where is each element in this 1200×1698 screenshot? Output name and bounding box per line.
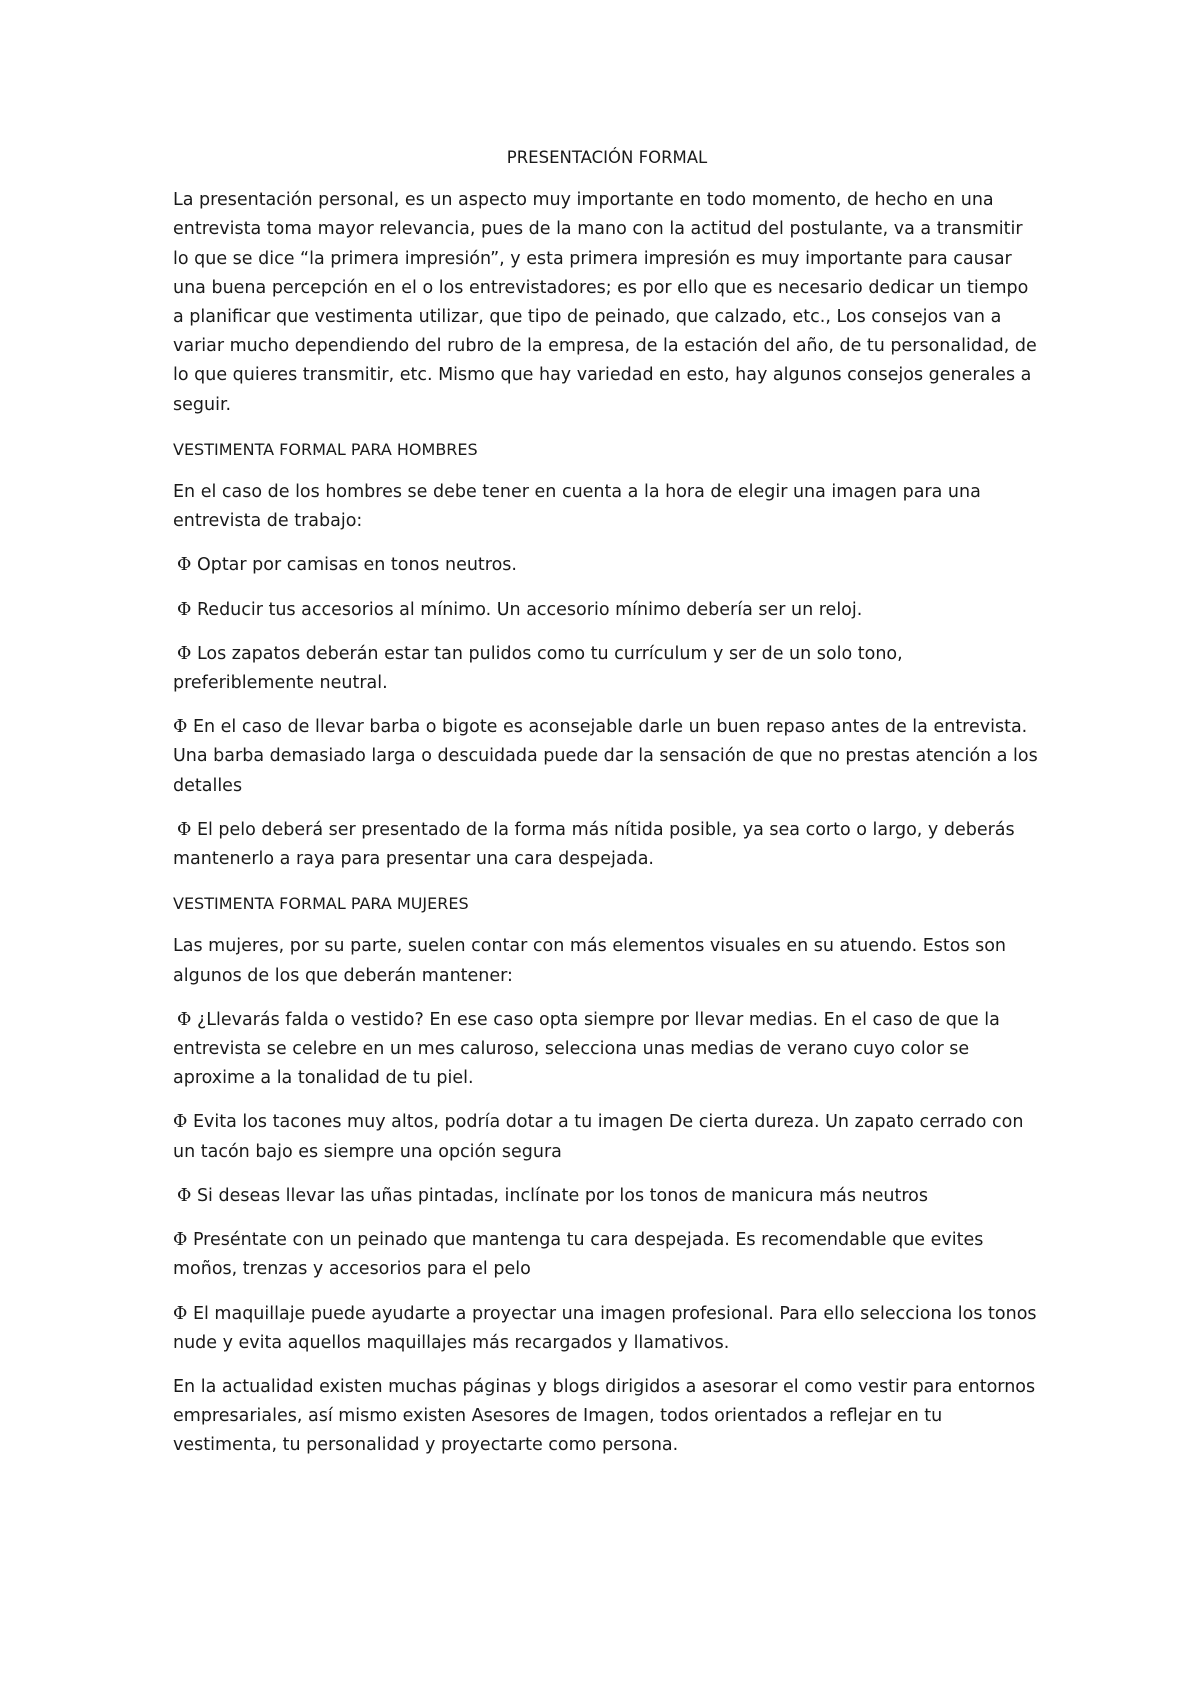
- men-list-item: [173, 640, 1041, 698]
- phi-bullet-icon: Φ: [177, 1009, 192, 1030]
- women-intro-paragraph: Las mujeres, por su parte, suelen contar con más elementos visuales en su atuendo. Estos son algunos de los que deberán mantener:: [173, 936, 1007, 986]
- phi-bullet-icon: Φ: [177, 599, 192, 620]
- phi-bullet-icon: Φ: [173, 1303, 188, 1324]
- intro-paragraph: La presentación personal, es un aspecto muy importante en todo momento, de hecho en una entrevista toma mayor relevancia, pues de la mano con la actitud del postulante, va a transmitir lo que se dice “la primera impresión”, y esta primera impresión es muy importante para causar una buena percepción en el o los entrevistadores; es por ello que es necesario dedicar un tiempo a planificar que vestimenta utilizar, que tipo de peinado, que calzado, etc., Los consejos van a variar mucho dependiendo del rubro de la empresa, de la estación del año, de tu personalidad, de lo que quieres transmitir, etc. Mismo que hay variedad en esto, hay algunos consejos generales a seguir.: [173, 190, 1037, 415]
- men-list-item-text: En el caso de llevar barba o bigote es aconsejable darle un buen repaso antes de la entrevista. Una barba demasiado larga o descuidada puede dar la sensación de que no prestas atención a los detalles: [173, 717, 1038, 796]
- women-list-item: [173, 1108, 1041, 1166]
- women-list-item-text: ¿Llevarás falda o vestido? En ese caso opta siempre por llevar medias. En el caso de que la entrevista se celebre en un mes caluroso, selecciona unas medias de verano cuyo color se aproxime a la tonalidad de tu piel.: [173, 1009, 1000, 1089]
- men-list-item: [173, 713, 1041, 801]
- document-body: [173, 143, 1041, 1476]
- women-list-item: [173, 1300, 1041, 1358]
- men-list-item-text: Los zapatos deberán estar tan pulidos como tu currículum y ser de un solo tono, preferiblemente neutral.: [173, 643, 903, 694]
- phi-bullet-icon: Φ: [173, 717, 188, 738]
- document-title: PRESENTACIÓN FORMAL: [506, 148, 708, 167]
- women-list-item: [173, 1006, 1041, 1094]
- men-section-heading: VESTIMENTA FORMAL PARA HOMBRES: [173, 439, 478, 459]
- women-list-item: [173, 1182, 1041, 1211]
- women-section-heading: VESTIMENTA FORMAL PARA MUJERES: [173, 894, 469, 914]
- men-intro-paragraph: En el caso de los hombres se debe tener en cuenta a la hora de elegir una imagen para una entrevista de trabajo:: [173, 482, 981, 532]
- phi-bullet-icon: Φ: [173, 1112, 188, 1133]
- women-list-item-text: Preséntate con un peinado que mantenga tu cara despejada. Es recomendable que evites moños, trenzas y accesorios para el pelo: [173, 1230, 984, 1280]
- women-list-item: [173, 1226, 1041, 1284]
- phi-bullet-icon: Φ: [173, 1230, 188, 1251]
- men-list-item: [173, 816, 1041, 874]
- women-list-item-text: El maquillaje puede ayudarte a proyectar una imagen profesional. Para ello selecciona los tonos nude y evita aquellos maquillajes más recargados y llamativos.: [173, 1303, 1037, 1353]
- women-list-item-text: Si deseas llevar las uñas pintadas, inclínate por los tonos de manicura más neutros: [196, 1185, 928, 1206]
- men-list-item: [173, 596, 1041, 625]
- phi-bullet-icon: Φ: [177, 1185, 192, 1206]
- men-list-item-text: Reducir tus accesorios al mínimo. Un accesorio mínimo debería ser un reloj.: [196, 599, 863, 620]
- conclusion-paragraph: En la actualidad existen muchas páginas y blogs dirigidos a asesorar el como vestir para entornos empresariales, así mismo existen Asesores de Imagen, todos orientados a reflejar en tu vestimenta, tu personalidad y proyectarte como persona.: [173, 1376, 1036, 1456]
- phi-bullet-icon: Φ: [177, 819, 192, 840]
- men-list-item-text: Optar por camisas en tonos neutros.: [196, 555, 517, 576]
- men-list-item: [173, 551, 1041, 580]
- phi-bullet-icon: Φ: [177, 643, 192, 664]
- men-list-item-text: El pelo deberá ser presentado de la forma más nítida posible, ya sea corto o largo, y deberás mantenerlo a raya para presentar una cara despejada.: [173, 819, 1015, 870]
- women-list-item-text: Evita los tacones muy altos, podría dotar a tu imagen De cierta dureza. Un zapato cerrado con un tacón bajo es siempre una opción segura: [173, 1112, 1024, 1162]
- phi-bullet-icon: Φ: [177, 555, 192, 576]
